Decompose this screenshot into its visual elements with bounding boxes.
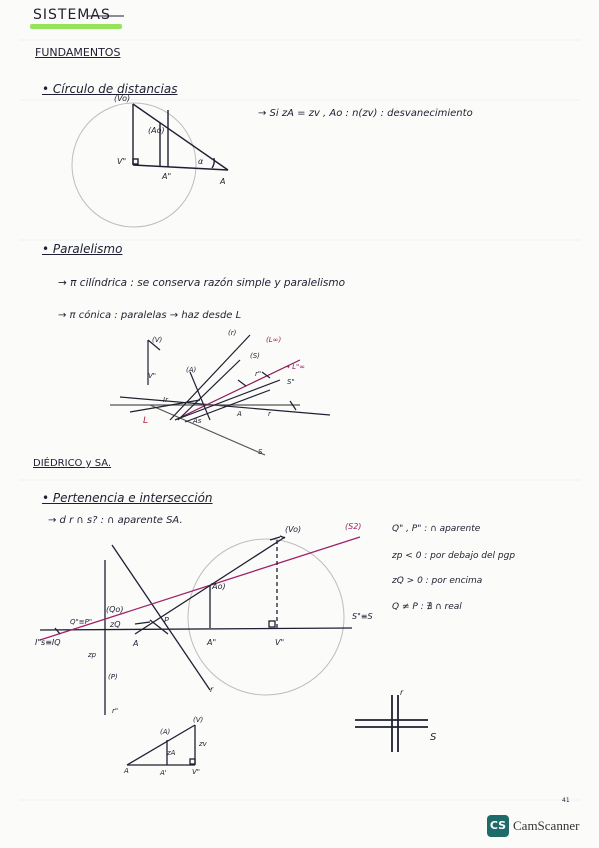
per-label-zp: zp	[88, 651, 97, 659]
section-title-fundamentos: FUNDAMENTOS	[35, 46, 121, 59]
page-number: 41	[562, 797, 570, 804]
per-label-q-p: Q"≡P"	[70, 618, 93, 626]
circulo-figure	[72, 103, 228, 227]
par-label-v1: V"	[148, 372, 157, 380]
label-vo: (Vo)	[114, 94, 131, 103]
par-label-l: L	[143, 416, 149, 426]
label-alpha: α	[198, 157, 204, 166]
par-label-s-end: S	[258, 448, 263, 456]
par-label-ir: Ir	[163, 396, 168, 404]
title-highlight	[30, 24, 122, 29]
per-label-a1: A"	[207, 638, 217, 647]
per-label-a: A	[133, 639, 139, 648]
section-title-diedrico: DIÉDRICO y SA.	[33, 458, 112, 469]
note-1: zp < 0 : por debajo del pgp	[392, 551, 516, 561]
tri-label-A1: A'	[160, 769, 167, 777]
symbol-label-s: S	[430, 732, 437, 743]
symbol-label-r: r	[400, 688, 404, 697]
par-label-r-end: r	[268, 410, 271, 418]
tri-label-a: (A)	[160, 728, 171, 736]
ruled-lines	[20, 40, 580, 800]
label-a1: A"	[162, 172, 172, 181]
par-label-s: (S)	[250, 352, 260, 360]
tri-label-v: (V)	[193, 716, 204, 724]
label-a: A	[220, 177, 226, 186]
per-label-s2: (S2)	[345, 522, 362, 531]
label-ao: (Ao)	[148, 126, 165, 135]
per-label-r-end: r	[210, 685, 214, 694]
par-label-rr: r"	[255, 370, 262, 378]
per-label-v1: V"	[275, 638, 285, 647]
paralelismo-line1: → π cilíndrica : se conserva razón simple y paralelismo	[58, 277, 346, 289]
par-label-linf: (L∞)	[266, 336, 282, 344]
paralelismo-line2: → π cónica : paralelas → haz desde L	[58, 310, 242, 321]
per-label-p: P	[164, 616, 169, 625]
par-label-ia: (A)	[186, 366, 197, 374]
heading-pertenencia: • Pertenencia e intersección	[42, 491, 213, 505]
par-label-a: A	[237, 410, 242, 418]
label-v1: V"	[117, 157, 127, 166]
pertenencia-figure	[40, 536, 428, 765]
paralelismo-figure	[110, 335, 330, 455]
tri-label-za: zA	[167, 749, 176, 757]
par-label-l-inf: → L"∞	[284, 363, 306, 371]
per-label-ao: (Ao)	[209, 582, 226, 591]
par-label-ss: S"	[287, 378, 295, 386]
note-3: Q ≠ P : ∄ ∩ real	[392, 602, 462, 612]
tri-label-zv: zv	[199, 740, 207, 748]
per-label-ss: S"≡S	[352, 612, 373, 621]
circulo-formula: → Si zA = zv , Ao : n(zv) : desvanecimiento	[258, 108, 473, 119]
par-label-as: As	[193, 417, 202, 425]
heading-paralelismo: • Paralelismo	[42, 242, 123, 256]
tri-label-A: A	[124, 767, 129, 775]
per-label-vo: (Vo)	[285, 525, 302, 534]
heading-circulo: • Círculo de distancias	[42, 82, 178, 96]
per-label-rr: r"	[112, 707, 119, 715]
section-title-sistemas: SISTEMAS	[33, 7, 111, 23]
pertenencia-question: → d r ∩ s? : ∩ aparente SA.	[48, 515, 183, 526]
per-label-qo: (Qo)	[106, 605, 124, 614]
note-0: Q" , P" : ∩ aparente	[392, 524, 481, 534]
camscanner-logo-icon: CS	[487, 815, 509, 837]
note-2: zQ > 0 : por encima	[392, 576, 483, 586]
camscanner-brand: CamScanner	[513, 818, 580, 833]
per-label-isiq: I"s≡IQ	[35, 638, 61, 647]
par-label-v: (V)	[152, 336, 163, 344]
per-label-pp: (P)	[108, 673, 118, 681]
tri-label-V1: V"	[192, 768, 201, 776]
per-label-zq: zQ	[110, 620, 121, 629]
par-label-r: (r)	[228, 329, 237, 337]
